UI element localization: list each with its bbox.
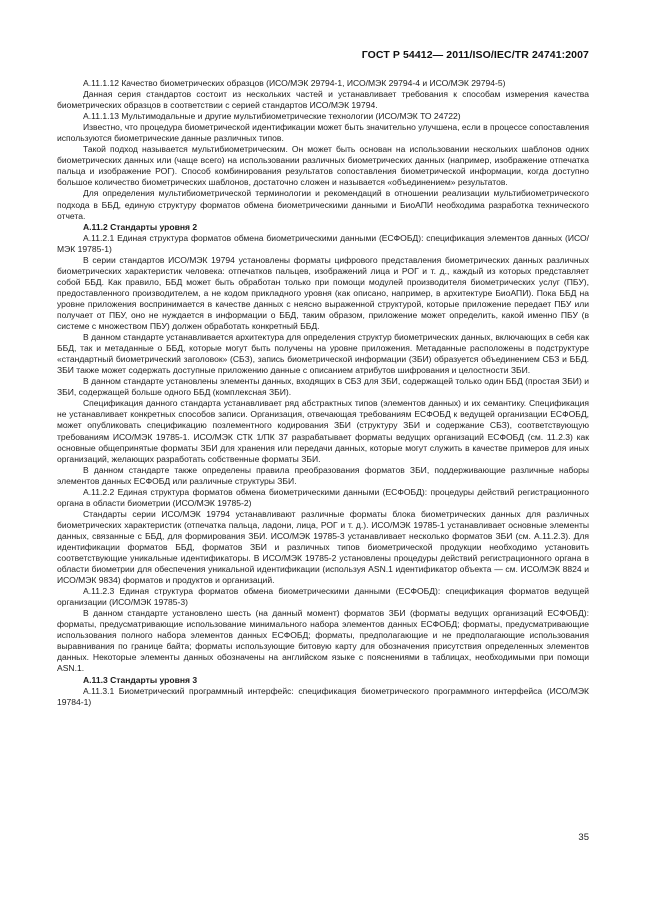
section-heading: А.11.3 Стандарты уровня 3: [83, 674, 198, 685]
document-code-header: ГОСТ Р 54412— 2011/ISO/IEC/TR 24741:2007: [361, 49, 589, 61]
page-number: 35: [578, 832, 589, 843]
body-paragraph: В данном стандарте также определены правила преобразования форматов ЗБИ, поддерживающие различные наборы элементов данных ЕСФОБД или различные структуры ЗБИ.: [57, 464, 589, 486]
body-paragraph: Известно, что процедура биометрической идентификации может быть значительно улучшена, если в процессе сопоставления используются биометрические данные различных типов.: [57, 122, 589, 144]
body-paragraph: Такой подход называется мультибиометрическим. Он может быть основан на использовании нескольких шаблонов одних биометрических данных или (чаще всего) на использовании различных биометрических данных (например, изображение отпечатка пальца и изображение РОГ). Способ комбинирования результатов сопоставления биометрической информации, когда доступно большое количество биометрических шаблонов, достаточно сложен и называется «объединением» результатов.: [57, 144, 589, 188]
clause-title: А.11.2.2 Единая структура форматов обмена биометрическими данными (ЕСФОБД): процедуры действий регистрационного органа в области биометрии (ИСО/МЭК 19785-2): [57, 486, 589, 508]
body-paragraph: В данном стандарте установлено шесть (на данный момент) форматов ЗБИ (форматы ведущих организаций ЕСФОБД): форматы, предусматривающие использование минимального набора элементов данных ЕСФОБД; форматы, предусматривающие использования полного набора элементов данных ЕСФОБД; форматы, предполагающие и не предполагающие использования выравнивания по границе байта; форматы использующие битовую карту для обозначения присутствия определенных элементов данных. Некоторые элементы данных обозначены на английском языке с пояснениями в таблицах, необходимыми при помощи ASN.1.: [57, 608, 589, 674]
body-paragraph: Данная серия стандартов состоит из нескольких частей и устанавливает требования к способам измерения качества биометрических образцов в соответствии с серией стандартов ИСО/МЭК 19794.: [57, 89, 589, 111]
body-paragraph: В данном стандарте установлены элементы данных, входящих в СБЗ для ЗБИ, содержащей только один ББД (простая ЗБИ) и ЗБИ, содержащей больше одного ББД (комплексная ЗБИ).: [57, 376, 589, 398]
clause-title: А.11.2.1 Единая структура форматов обмена биометрическими данными (ЕСФОБД): спецификация элементов данных (ИСО/МЭК 19785-1): [57, 232, 589, 254]
clause-title: А.11.1.12 Качество биометрических образцов (ИСО/МЭК 29794-1, ИСО/МЭК 29794-4 и ИСО/МЭК 29794-5): [83, 78, 506, 88]
body-paragraph: Стандарты серии ИСО/МЭК 19794 устанавливают различные форматы блока биометрических данных для различных биометрических характеристик (отпечатка пальца, ладони, лица, РОГ и т. д.). ИСО/МЭК 19785-1 устанавливает основные элементы данных, связанные с ББД, для формирования ЗБИ. ИСО/МЭК 19785-3 устанавливает несколько форматов ЗБИ (см. А.11.2.3). Для идентификации форматов ББД, форматов ЗБИ и различных типов биометрической продукции необходимо установить соответствующие уникальные идентификаторы. В ИСО/МЭК 19785-2 установлены процедуры действий регистрационного органа в области биометрии для обеспечения уникальной идентификации (используя ASN.1 идентификатор объекта — см. ИСО/МЭК 8824 и ИСО/МЭК 9834) форматов и продуктов и организаций.: [57, 508, 589, 586]
body-paragraph: Спецификация данного стандарта устанавливает ряд абстрактных типов (элементов данных) и их семантику. Спецификация не устанавливает конкретных способов записи. Организация, отвечающая требованиям ЕСФОБД к ведущей организации ЕСФОБД, может опубликовать спецификацию позлементного кодирования ЗБИ (структуру ЗБИ и содержание СБЗ), соответствующую требованиям ИСО/МЭК 19785-1. ИСО/МЭК СТК 1/ПК 37 разрабатывает форматы ведущих организаций ЕСФОБД (см. 11.2.3) как основные общепринятые форматы ЗБИ для хранения или передачи данных, которые могут служить в качестве примеров для иных организаций, желающих разработать собственные форматы ЗБИ.: [57, 398, 589, 464]
clause-title: А.11.2.3 Единая структура форматов обмена биометрическими данными (ЕСФОБД): спецификация форматов ведущей организации (ИСО/МЭК 19785-3): [57, 586, 589, 608]
body-paragraph: Для определения мультибиометрической терминологии и рекомендаций в отношении реализации мультибиометрического подхода в ББД, единую структуру форматов обмена биометрическими данными и БиоАПИ необходима разработка технического отчета.: [57, 188, 589, 221]
document-body: [57, 78, 589, 708]
body-paragraph: В серии стандартов ИСО/МЭК 19794 установлены форматы цифрового представления биометрических данных различных биометрических характеристик человека: отпечатков пальцев, изображений лица и РОГ и т. д., каждый из которых представляет собой ББД. Как правило, ББД может быть обработан только при помощи модулей производителя биометрических услуг (ПБУ), предоставленного производителем, а не кодом прикладного уровня (как описано, например, в архитектуре БиоАПИ). Пока ББД на уровне приложения воспринимается в качестве данных с неясно выраженной структурой, которые приложение передает ПБУ или получает от ПБУ, оно не нуждается в информации о ББД, таким образом, приложение может определить, какой именно ПБУ (в системе с множеством ПБУ) должен обработать конкретный ББД.: [57, 254, 589, 332]
body-paragraph: В данном стандарте устанавливается архитектура для определения структур биометрических данных, включающих в себя как ББД, так и метаданные о ББД, которые могут быть получены на уровне приложения. Метаданные расположены в подструктуре «стандартный биометрический заголовок» (СБЗ), запись биометрической информации (ЗБИ) образуется объединением СБЗ и ББД. ЗБИ также может содержать доступные приложению данные с описанием атрибутов шифрования и целостности ЗБИ.: [57, 332, 589, 376]
clause-title: А.11.3.1 Биометрический программный интерфейс: спецификация биометрического программного интерфейса (ИСО/МЭК 19784-1): [57, 685, 589, 707]
section-heading: А.11.2 Стандарты уровня 2: [83, 221, 198, 232]
clause-title: А.11.1.13 Мультимодальные и другие мультибиометрические технологии (ИСО/МЭК ТО 24722): [83, 111, 461, 122]
